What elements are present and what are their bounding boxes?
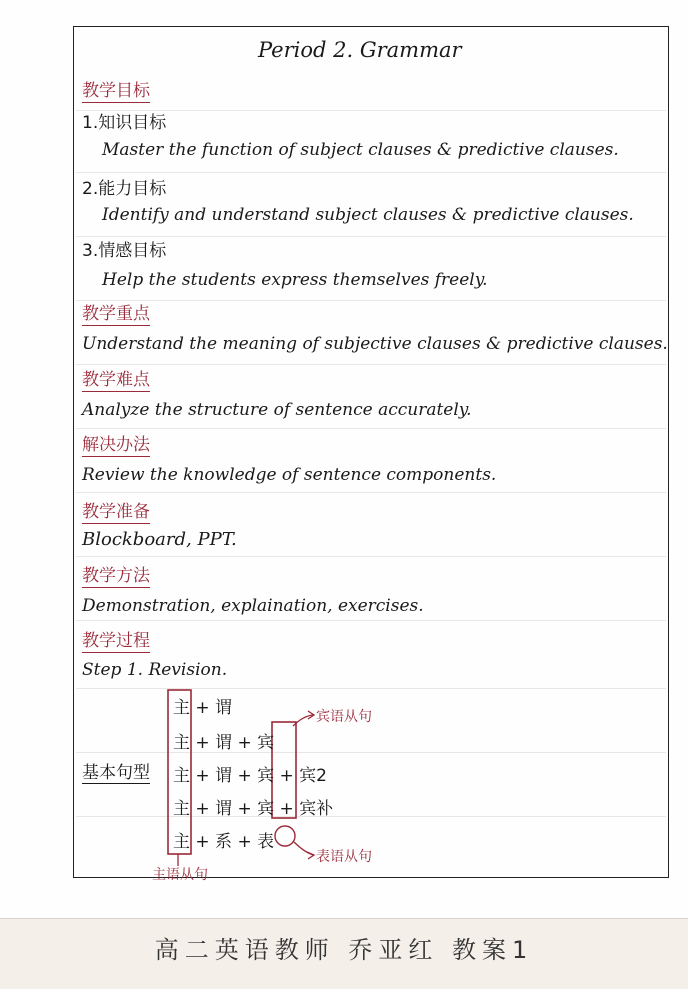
emotion-text: Help the students express themselves freely. [102, 270, 488, 290]
pattern-row: 主 + 谓 [173, 698, 233, 718]
predicative-clause-note: 表语从句 [316, 849, 372, 865]
method-heading: 教学方法 [82, 561, 150, 588]
method-text: Demonstration, explaination, exercises. [82, 596, 424, 616]
pattern-row: 主 + 系 + 表 [173, 832, 275, 852]
knowledge-label: 1.知识目标 [82, 113, 167, 133]
object-clause-note: 宾语从句 [316, 709, 372, 725]
objectives-heading: 教学目标 [82, 76, 150, 103]
ability-label: 2.能力目标 [82, 179, 167, 199]
key-heading: 教学重点 [82, 299, 150, 326]
pattern-row: 主 + 谓 + 宾 + 宾补 [173, 799, 334, 819]
difficult-text: Analyze the structure of sentence accurately. [82, 400, 472, 420]
key-text: Understand the meaning of subjective clauses & predictive clauses. [82, 334, 668, 354]
knowledge-text: Master the function of subject clauses & predictive clauses. [102, 140, 619, 160]
ability-text: Identify and understand subject clauses & predictive clauses. [102, 205, 634, 225]
footer-caption: 高二英语教师 乔亚红 教案1 [154, 936, 534, 964]
subject-clause-note: 主语从句 [152, 867, 208, 883]
page-title: Period 2. Grammar [258, 38, 462, 62]
basic-sentence-patterns-label: 基本句型 [82, 758, 150, 784]
step-text: Step 1. Revision. [82, 660, 228, 680]
prep-heading: 教学准备 [82, 497, 150, 524]
difficult-heading: 教学难点 [82, 365, 150, 392]
pattern-row: 主 + 谓 + 宾 [173, 733, 275, 753]
solution-text: Review the knowledge of sentence components. [82, 465, 497, 485]
solution-heading: 解决办法 [82, 430, 150, 457]
process-heading: 教学过程 [82, 626, 150, 653]
pattern-row: 主 + 谓 + 宾 + 宾2 [173, 766, 327, 786]
prep-text: Blockboard, PPT. [82, 529, 237, 550]
emotion-label: 3.情感目标 [82, 241, 167, 261]
